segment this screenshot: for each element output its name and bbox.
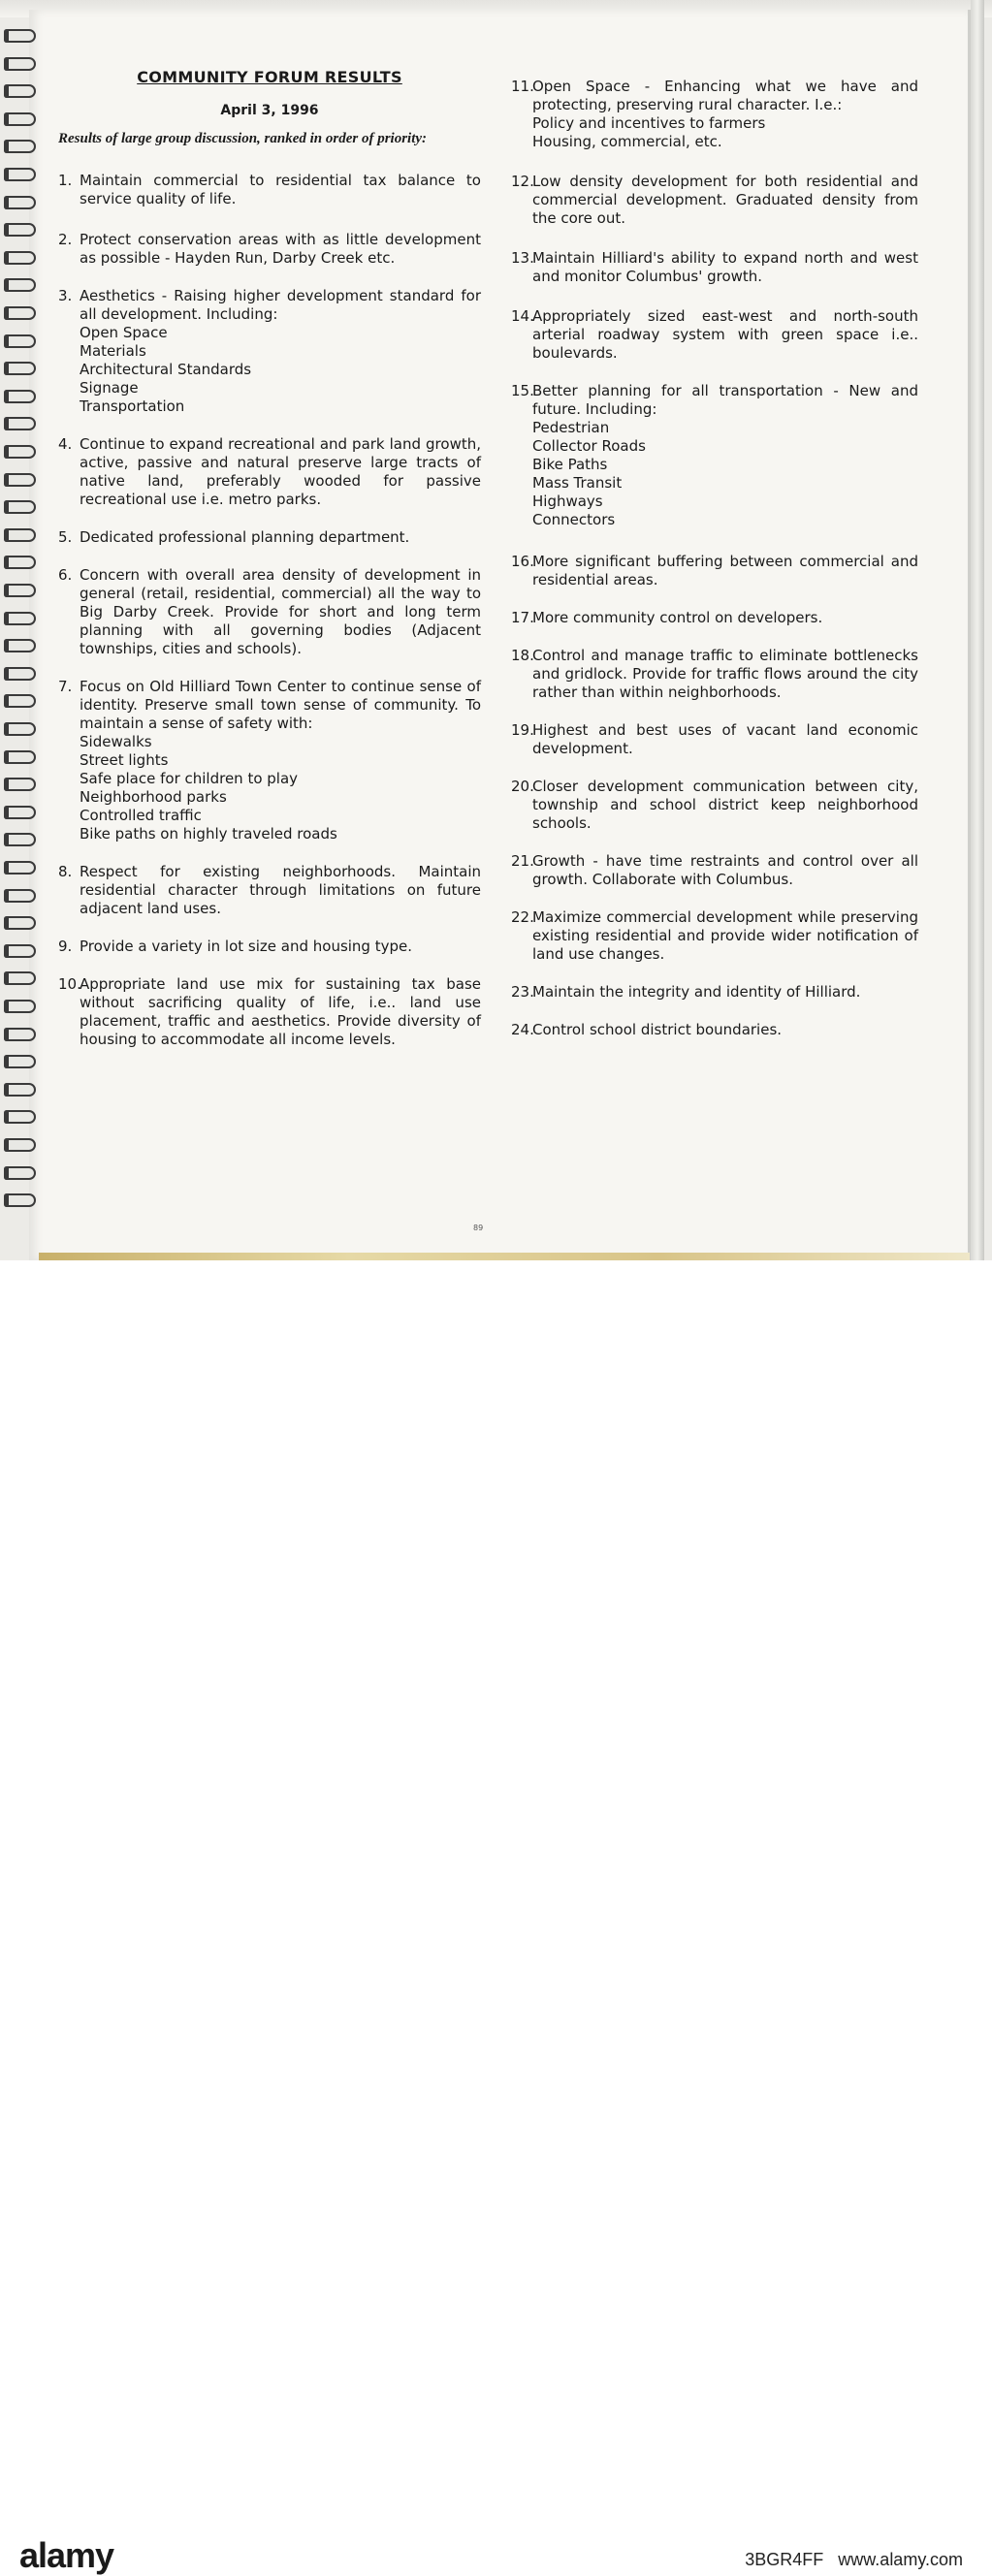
sub-item: Collector Roads bbox=[532, 437, 646, 455]
binding-ring bbox=[4, 57, 36, 71]
binding-ring bbox=[4, 861, 36, 875]
binding-ring bbox=[4, 390, 36, 403]
binding-ring bbox=[4, 1110, 36, 1124]
list-item bbox=[511, 778, 918, 833]
item-text: Maximize commercial development while preserving existing residential and provide wider notification of land use changes. bbox=[532, 908, 918, 963]
item-text: Growth - have time restraints and control over all growth. Collaborate with Columbus. bbox=[532, 852, 918, 888]
binding-ring bbox=[4, 1138, 36, 1152]
binding-ring bbox=[4, 168, 36, 181]
list-item bbox=[511, 78, 918, 151]
item-number: 17. bbox=[511, 609, 534, 626]
item-body bbox=[80, 172, 481, 208]
list-item bbox=[511, 1021, 918, 1039]
item-number: 22. bbox=[511, 908, 534, 926]
item-number: 12. bbox=[511, 173, 534, 190]
binding-ring bbox=[4, 445, 36, 459]
item-number: 15. bbox=[511, 382, 534, 399]
list-item bbox=[511, 721, 918, 758]
item-body bbox=[80, 435, 481, 509]
binding-ring bbox=[4, 306, 36, 320]
list-item bbox=[58, 528, 481, 547]
binding-ring bbox=[4, 722, 36, 736]
brand-logo: alamy bbox=[19, 2535, 114, 2575]
item-text: More significant buffering between commercial and residential areas. bbox=[532, 553, 918, 588]
binding-ring bbox=[4, 1193, 36, 1207]
sub-item: Safe place for children to play bbox=[80, 770, 299, 787]
item-number: 8. bbox=[58, 863, 73, 880]
binding-ring bbox=[4, 806, 36, 819]
binding-ring bbox=[4, 196, 36, 209]
list-item bbox=[511, 307, 918, 363]
binding-ring bbox=[4, 584, 36, 597]
item-text: Dedicated professional planning department. bbox=[80, 528, 410, 546]
item-number: 23. bbox=[511, 983, 534, 1001]
list-item bbox=[511, 249, 918, 286]
item-text: Respect for existing neighborhoods. Maintain residential character through limitations on future adjacent land uses. bbox=[80, 863, 481, 917]
page-number: 89 bbox=[473, 1224, 484, 1232]
list-item bbox=[58, 678, 481, 843]
item-number: 21. bbox=[511, 852, 534, 870]
binding-ring bbox=[4, 473, 36, 487]
item-number: 6. bbox=[58, 566, 73, 584]
item-body bbox=[532, 307, 918, 363]
image-id: 3BGR4FF bbox=[745, 2550, 824, 2569]
binding-ring bbox=[4, 667, 36, 681]
item-body bbox=[80, 938, 481, 956]
item-text: Control and manage traffic to eliminate bottlenecks and gridlock. Provide for traffic flows around the city rather than within neighborhoods. bbox=[532, 647, 918, 701]
list-item bbox=[58, 938, 481, 956]
binding-ring bbox=[4, 639, 36, 652]
item-number: 14. bbox=[511, 307, 534, 325]
binding-ring bbox=[4, 362, 36, 375]
binding-ring bbox=[4, 1166, 36, 1180]
list-item bbox=[511, 647, 918, 702]
item-body bbox=[80, 287, 481, 416]
binding-ring bbox=[4, 251, 36, 265]
item-text: Better planning for all transportation - New and future. Including: bbox=[532, 382, 918, 418]
item-number: 24. bbox=[511, 1021, 534, 1038]
list-item bbox=[511, 382, 918, 529]
item-text: Open Space - Enhancing what we have and protecting, preserving rural character. I.e.: bbox=[532, 78, 918, 113]
site-url: www.alamy.com bbox=[838, 2550, 963, 2569]
bottom-edge bbox=[39, 1253, 970, 1260]
binding-ring bbox=[4, 778, 36, 791]
item-body bbox=[532, 609, 918, 627]
item-body bbox=[532, 78, 918, 151]
item-number: 1. bbox=[58, 172, 73, 189]
list-item bbox=[58, 287, 481, 416]
list-item bbox=[58, 172, 481, 208]
binding-ring bbox=[4, 1055, 36, 1068]
watermark-footer bbox=[0, 1260, 992, 2575]
sub-item: Neighborhood parks bbox=[80, 788, 227, 806]
item-text: Protect conservation areas with as little development as possible - Hayden Run, Darby Creek etc. bbox=[80, 231, 481, 267]
item-body bbox=[532, 908, 918, 964]
item-body bbox=[80, 678, 481, 843]
item-number: 7. bbox=[58, 678, 73, 695]
list-item bbox=[58, 566, 481, 658]
item-text: Continue to expand recreational and park land growth, active, passive and natural preserve large tracts of native land, preferably wooded for passive recreational use i.e. metro parks. bbox=[80, 435, 481, 508]
item-number: 20. bbox=[511, 778, 534, 795]
sub-item: Street lights bbox=[80, 751, 169, 769]
binding-ring bbox=[4, 29, 36, 43]
list-item bbox=[58, 975, 481, 1049]
binding-ring bbox=[4, 694, 36, 708]
binding-ring bbox=[4, 223, 36, 237]
binding-ring bbox=[4, 334, 36, 348]
item-number: 2. bbox=[58, 231, 73, 248]
image-id-label bbox=[745, 2550, 963, 2570]
binding-ring bbox=[4, 971, 36, 985]
sub-item: Architectural Standards bbox=[80, 361, 252, 378]
list-item bbox=[511, 553, 918, 589]
binding-ring bbox=[4, 889, 36, 903]
item-text: Maintain Hilliard's ability to expand north and west and monitor Columbus' growth. bbox=[532, 249, 918, 285]
sub-item: Housing, commercial, etc. bbox=[532, 133, 722, 150]
sub-item: Materials bbox=[80, 342, 146, 360]
binding-ring bbox=[4, 612, 36, 625]
spiral-binding bbox=[0, 29, 35, 1241]
list-item bbox=[58, 231, 481, 268]
sub-item: Signage bbox=[80, 379, 139, 397]
binding-ring bbox=[4, 528, 36, 542]
binding-ring bbox=[4, 833, 36, 846]
item-body bbox=[80, 231, 481, 268]
list-item bbox=[58, 863, 481, 918]
item-text: Aesthetics - Raising higher development standard for all development. Including: bbox=[80, 287, 481, 323]
item-text: Control school district boundaries. bbox=[532, 1021, 783, 1038]
binding-ring bbox=[4, 500, 36, 514]
binding-ring bbox=[4, 1028, 36, 1041]
priority-list-left bbox=[58, 172, 481, 1049]
sub-item: Highways bbox=[532, 493, 603, 510]
item-body bbox=[532, 983, 918, 1002]
sub-item: Bike paths on highly traveled roads bbox=[80, 825, 337, 843]
sub-item: Sidewalks bbox=[80, 733, 152, 750]
binding-ring bbox=[4, 556, 36, 569]
item-text: Focus on Old Hilliard Town Center to continue sense of identity. Preserve small town sense of community. To maintain a sense of safety with: bbox=[80, 678, 481, 732]
right-column bbox=[511, 78, 918, 1039]
item-text: Appropriately sized east-west and north-south arterial roadway system with green space i.e.. boulevards. bbox=[532, 307, 918, 362]
sub-item: Mass Transit bbox=[532, 474, 623, 492]
binding-ring bbox=[4, 84, 36, 98]
sub-item: Policy and incentives to farmers bbox=[532, 114, 766, 132]
sub-item: Pedestrian bbox=[532, 419, 610, 436]
item-number: 11. bbox=[511, 78, 534, 95]
item-body bbox=[532, 382, 918, 529]
page-stack-edge bbox=[971, 0, 984, 1260]
item-text: Maintain commercial to residential tax balance to service quality of life. bbox=[80, 172, 481, 207]
list-item bbox=[511, 852, 918, 889]
sub-item: Transportation bbox=[80, 398, 185, 415]
item-body bbox=[532, 647, 918, 702]
item-body bbox=[532, 721, 918, 758]
page-title: COMMUNITY FORUM RESULTS bbox=[137, 68, 402, 86]
binding-ring bbox=[4, 944, 36, 958]
list-item bbox=[58, 435, 481, 509]
item-text: Concern with overall area density of development in general (retail, residential, commercial) all the way to Big Darby Creek. Provide for short and long term planning with all governing bodies (Adjacent townships, cities and schools). bbox=[80, 566, 481, 657]
item-number: 9. bbox=[58, 938, 73, 955]
item-body bbox=[532, 553, 918, 589]
item-body bbox=[532, 173, 918, 228]
item-text: More community control on developers. bbox=[532, 609, 823, 626]
item-text: Provide a variety in lot size and housing type. bbox=[80, 938, 413, 955]
item-body bbox=[80, 566, 481, 658]
list-item bbox=[511, 983, 918, 1002]
binding-ring bbox=[4, 750, 36, 764]
item-number: 19. bbox=[511, 721, 534, 739]
item-body bbox=[532, 778, 918, 833]
binding-ring bbox=[4, 417, 36, 430]
sub-item: Controlled traffic bbox=[80, 807, 202, 824]
priority-list-right bbox=[511, 78, 918, 1039]
item-number: 18. bbox=[511, 647, 534, 664]
item-body bbox=[80, 528, 481, 547]
left-column bbox=[58, 68, 481, 1049]
list-item bbox=[511, 173, 918, 228]
sub-item: Open Space bbox=[80, 324, 168, 341]
sub-item: Bike Paths bbox=[532, 456, 608, 473]
item-number: 16. bbox=[511, 553, 534, 570]
forum-date: April 3, 1996 bbox=[220, 103, 319, 118]
item-number: 10. bbox=[58, 975, 81, 993]
item-number: 5. bbox=[58, 528, 73, 546]
binding-ring bbox=[4, 916, 36, 930]
item-number: 4. bbox=[58, 435, 73, 453]
item-text: Highest and best uses of vacant land economic development. bbox=[532, 721, 918, 757]
item-text: Low density development for both residential and commercial development. Graduated density from the core out. bbox=[532, 173, 918, 227]
subtitle: Results of large group discussion, ranked in order of priority: bbox=[58, 131, 428, 146]
binding-ring bbox=[4, 1083, 36, 1097]
list-item bbox=[511, 609, 918, 627]
binding-ring bbox=[4, 278, 36, 292]
item-body bbox=[532, 1021, 918, 1039]
sub-item: Connectors bbox=[532, 511, 616, 528]
item-text: Maintain the integrity and identity of Hilliard. bbox=[532, 983, 861, 1001]
item-body bbox=[532, 852, 918, 889]
item-number: 13. bbox=[511, 249, 534, 267]
binding-ring bbox=[4, 140, 36, 153]
list-item bbox=[511, 908, 918, 964]
item-text: Appropriate land use mix for sustaining tax base without sacrificing quality of life, i.e.. land use placement, traffic and aesthetics. Provide diversity of housing to accommodate all income levels. bbox=[80, 975, 481, 1048]
item-body bbox=[80, 863, 481, 918]
item-number: 3. bbox=[58, 287, 73, 304]
item-text: Closer development communication between city, township and school district keep neighborhood schools. bbox=[532, 778, 918, 832]
binding-ring bbox=[4, 1000, 36, 1013]
binding-ring bbox=[4, 112, 36, 126]
item-body bbox=[80, 975, 481, 1049]
scanned-page-background bbox=[0, 0, 992, 1260]
item-body bbox=[532, 249, 918, 286]
